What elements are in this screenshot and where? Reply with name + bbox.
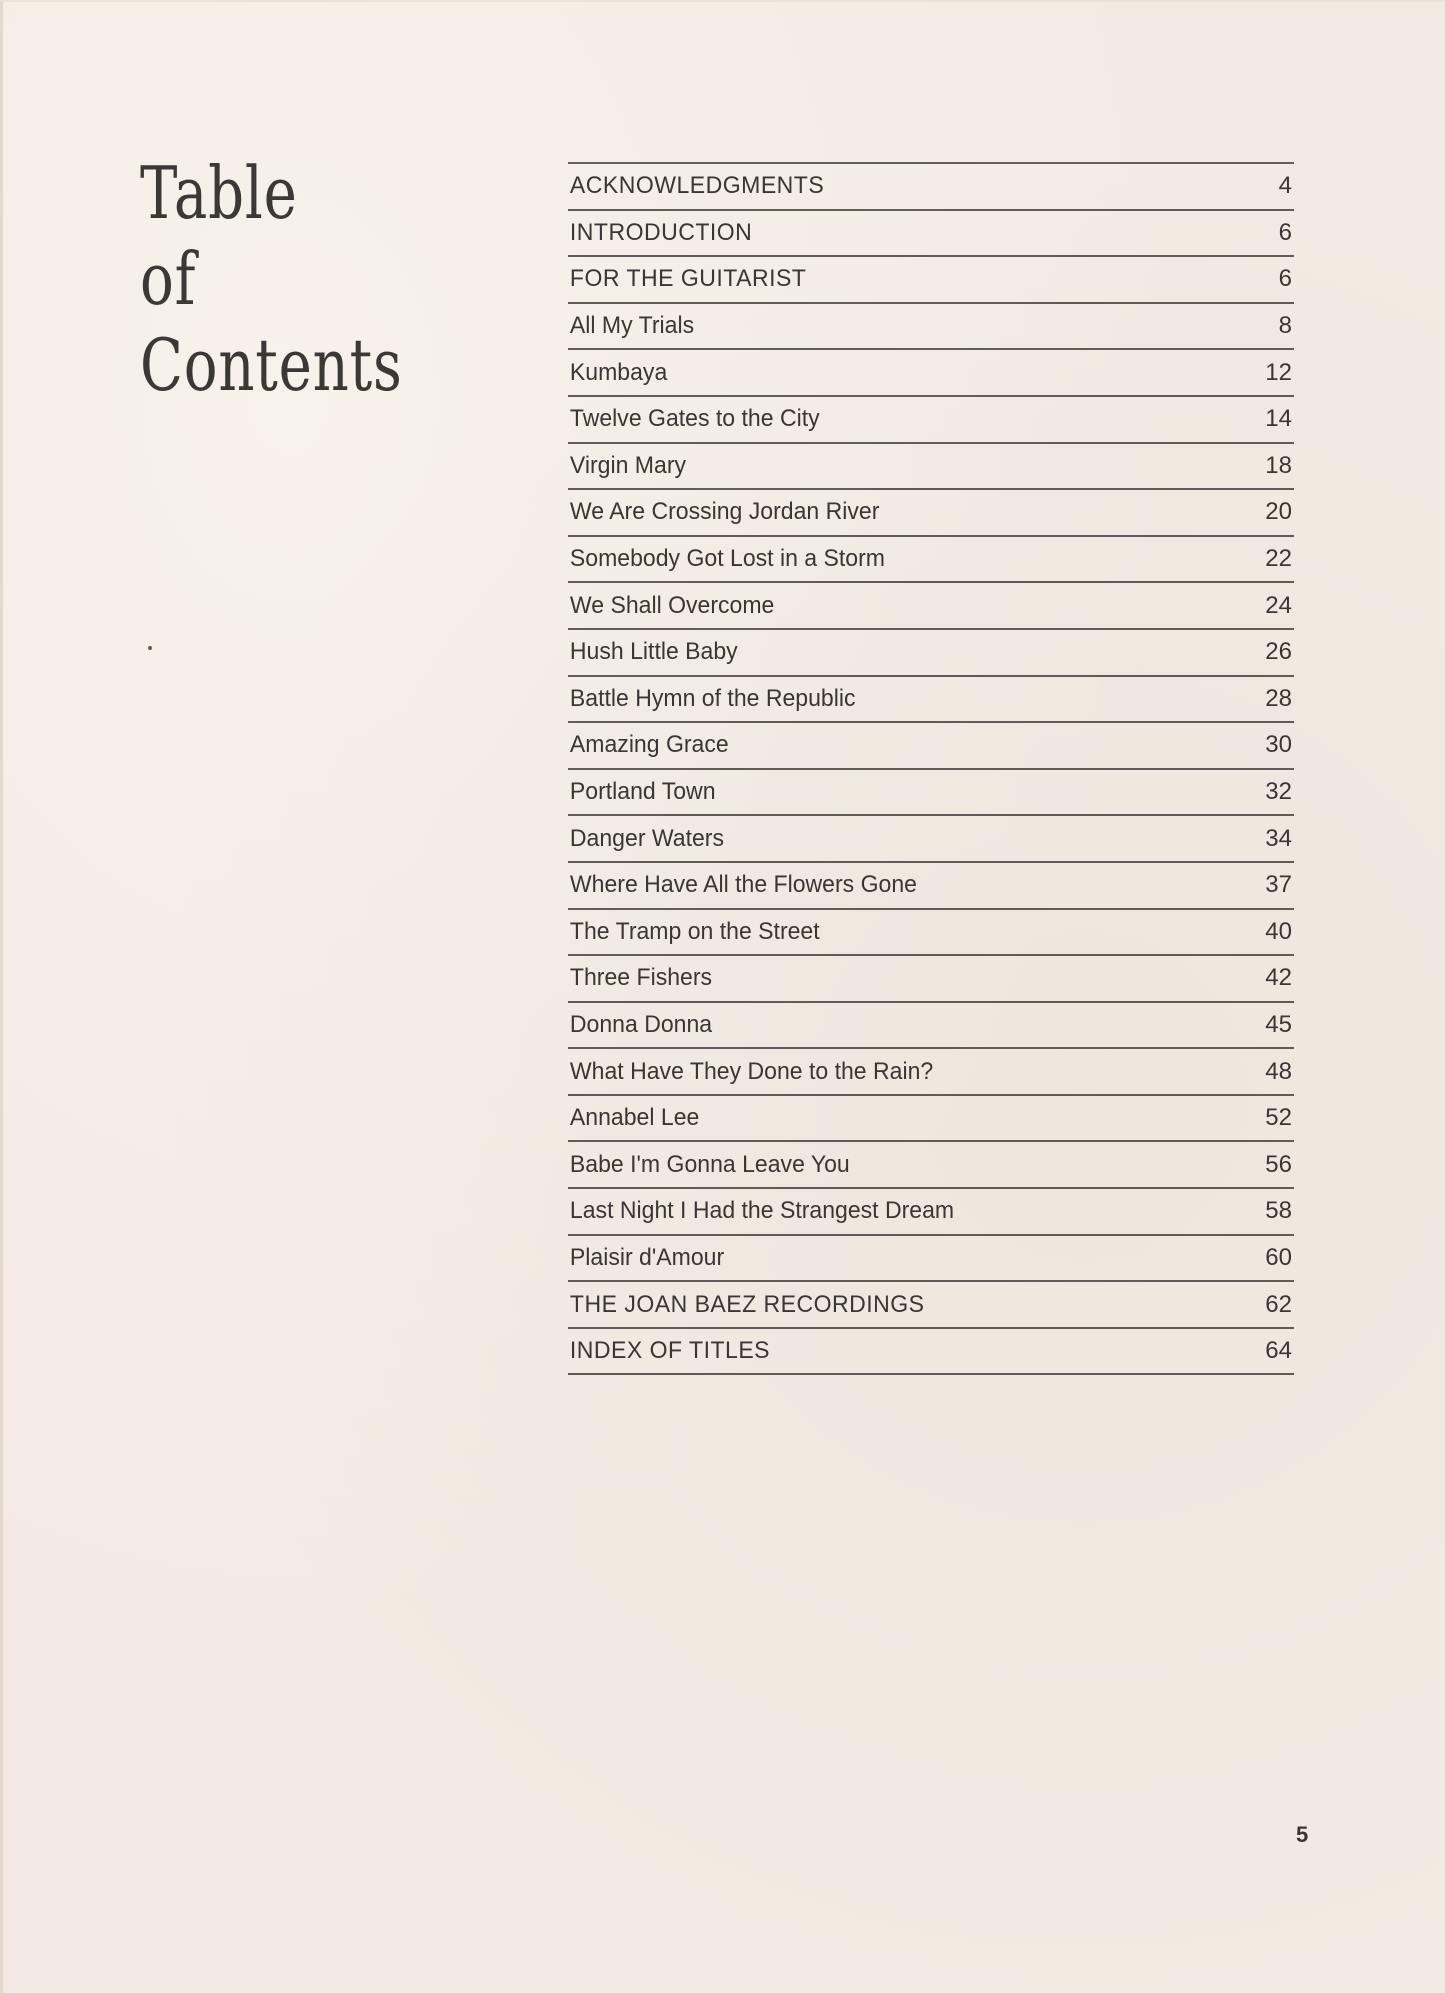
- toc-entry-title: ACKNOWLEDGMENTS: [569, 172, 825, 200]
- toc-entry-page: 22: [1265, 545, 1292, 573]
- toc-entry-title: What Have They Done to the Rain?: [569, 1057, 934, 1085]
- toc-entry-page: 14: [1265, 405, 1292, 433]
- toc-entry[interactable]: [568, 490, 1294, 537]
- stray-ink-mark: [148, 646, 152, 650]
- toc-entry[interactable]: [568, 677, 1294, 724]
- toc-entry-title: Babe I'm Gonna Leave You: [569, 1150, 850, 1178]
- toc-entry[interactable]: [568, 1049, 1294, 1096]
- toc-entry[interactable]: [568, 1236, 1294, 1283]
- toc-entry[interactable]: [568, 1003, 1294, 1050]
- toc-entry[interactable]: [568, 816, 1294, 863]
- toc-entry-page: 64: [1265, 1337, 1292, 1365]
- top-rule: [568, 162, 1294, 164]
- toc-entry[interactable]: [568, 630, 1294, 677]
- page-number: 5: [1296, 1822, 1309, 1847]
- toc-list: [568, 164, 1294, 1375]
- toc-entry-title: Twelve Gates to the City: [569, 405, 820, 433]
- toc-entry-title: INDEX OF TITLES: [569, 1337, 771, 1365]
- toc-entry-page: 58: [1265, 1197, 1292, 1225]
- toc-entry-title: Danger Waters: [569, 824, 724, 852]
- toc-entry-page: 34: [1265, 824, 1292, 852]
- toc-entry-page: 32: [1265, 778, 1292, 806]
- toc-entry-title: Annabel Lee: [569, 1104, 700, 1132]
- toc-entry-title: We Are Crossing Jordan River: [569, 498, 880, 526]
- toc-entry-title: Portland Town: [569, 778, 716, 806]
- toc-entry-title: Last Night I Had the Strangest Dream: [569, 1197, 955, 1225]
- toc-entry[interactable]: [568, 910, 1294, 957]
- toc-entry-title: Virgin Mary: [569, 451, 687, 479]
- toc-entry-page: 6: [1278, 265, 1292, 293]
- title-line-1: Table: [140, 151, 298, 235]
- toc-entry[interactable]: [568, 397, 1294, 444]
- toc-entry-page: 18: [1265, 451, 1292, 479]
- toc-entry[interactable]: [568, 444, 1294, 491]
- toc-entry-title: All My Trials: [569, 312, 695, 340]
- toc-entry-page: 24: [1265, 591, 1292, 619]
- toc-entry-title: Kumbaya: [569, 358, 668, 386]
- toc-entry-title: We Shall Overcome: [569, 591, 775, 619]
- toc-entry-title: Donna Donna: [569, 1010, 713, 1038]
- toc-entry-title: FOR THE GUITARIST: [569, 265, 807, 293]
- toc-entry[interactable]: [568, 1282, 1294, 1329]
- toc-entry[interactable]: [568, 1096, 1294, 1143]
- toc-entry-title: Battle Hymn of the Republic: [569, 684, 856, 712]
- toc-entry-title: Three Fishers: [569, 964, 713, 992]
- toc-entry-page: 62: [1265, 1290, 1292, 1318]
- toc-entry[interactable]: [568, 257, 1294, 304]
- toc-entry[interactable]: [568, 1329, 1294, 1376]
- toc-entry-title: Where Have All the Flowers Gone: [569, 871, 917, 899]
- toc-entry-page: 8: [1278, 312, 1292, 340]
- toc-entry-page: 52: [1265, 1104, 1292, 1132]
- toc-entry-title: Somebody Got Lost in a Storm: [569, 545, 885, 573]
- toc-entry[interactable]: [568, 350, 1294, 397]
- toc-entry[interactable]: [568, 956, 1294, 1003]
- toc-entry[interactable]: [568, 537, 1294, 584]
- toc-entry-page: 6: [1278, 218, 1292, 246]
- toc-entry-title: Plaisir d'Amour: [569, 1243, 725, 1271]
- toc-entry-page: 56: [1265, 1150, 1292, 1178]
- toc-entry-title: Amazing Grace: [569, 731, 729, 759]
- toc-entry[interactable]: [568, 723, 1294, 770]
- toc-entry[interactable]: [568, 1189, 1294, 1236]
- title-line-3: Contents: [140, 323, 403, 407]
- toc-entry-page: 60: [1265, 1243, 1292, 1271]
- toc-entry-title: THE JOAN BAEZ RECORDINGS: [569, 1290, 925, 1318]
- toc-entry-page: 4: [1278, 172, 1292, 200]
- toc-entry[interactable]: [568, 770, 1294, 817]
- toc-entry-page: 40: [1265, 917, 1292, 945]
- toc-entry-title: The Tramp on the Street: [569, 917, 820, 945]
- toc-entry-page: 20: [1265, 498, 1292, 526]
- toc-entry-page: 42: [1265, 964, 1292, 992]
- toc-entry-page: 30: [1265, 731, 1292, 759]
- table-of-contents: [568, 162, 1294, 1375]
- toc-entry-title: INTRODUCTION: [569, 218, 753, 246]
- toc-entry[interactable]: [568, 304, 1294, 351]
- toc-entry[interactable]: [568, 863, 1294, 910]
- toc-entry-page: 28: [1265, 684, 1292, 712]
- toc-entry-page: 48: [1265, 1057, 1292, 1085]
- toc-entry[interactable]: [568, 211, 1294, 258]
- toc-entry[interactable]: [568, 583, 1294, 630]
- toc-entry-page: 45: [1265, 1010, 1292, 1038]
- toc-entry-title: Hush Little Baby: [569, 638, 738, 666]
- page-title: [140, 150, 403, 408]
- toc-entry[interactable]: [568, 1142, 1294, 1189]
- toc-entry[interactable]: [568, 164, 1294, 211]
- toc-entry-page: 26: [1265, 638, 1292, 666]
- toc-entry-page: 37: [1265, 871, 1292, 899]
- toc-entry-page: 12: [1265, 358, 1292, 386]
- title-line-2: of: [140, 237, 197, 321]
